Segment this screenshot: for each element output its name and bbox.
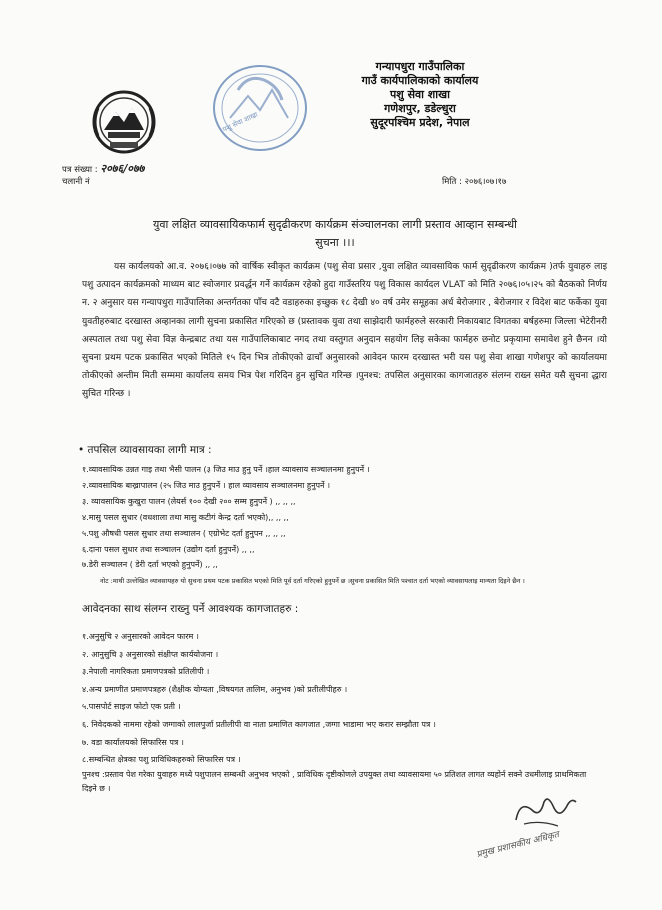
list-item: ६.दाना पसल सुधार तथा सञ्चालन (उद्योग दर्ता हुनुपर्ने) ,, ,, (82, 544, 255, 554)
date-label: मिति : २०७६।०७।१७ (442, 177, 507, 187)
svg-text:पशु सेवा शाखा: पशु सेवा शाखा (221, 110, 260, 134)
list-item: ४.मासु पसल सुधार (वधशाला तथा मासु कटीगं केन्द्र दर्ता भएको),, ,, ,, (82, 512, 289, 522)
dispatch-number-label: चलानी नं (62, 177, 90, 187)
list-item: ३.नेपाली नागरिकता प्रमाणपत्रको प्रतिलीपी । (82, 667, 210, 677)
documents-heading: आवेदनका साथ संलग्न राख्नु पर्ने आवश्यक कागजातहरु : (82, 603, 299, 615)
list-item: ८.सम्बन्धित क्षेत्रका पशु प्राविधिकहरुको सिफारिस पत्र । (82, 755, 241, 765)
business-list (82, 462, 622, 573)
list-item: ५.पासपोर्ट साइज फोटो एक प्रती । (82, 702, 181, 712)
notice-body-paragraph: यस कार्यलयको आ.व. २०७६।०७७ को वार्षिक स्वीकृत कार्यक्रम (पशु सेवा प्रसार ,युवा लक्षित व्यावसायिक फार्म सुदृढीकरण कार्यक्रम )तर्फ युवाहरु लाइ पशु उत्पादन कार्यक्रमको माध्यम बाट स्वोजगार प्रवर्द्धन गर्ने कार्यक्रम रहेको हुदा गाउँस्तरिय पशु विकास कार्यदल VLAT को मिति २०७६।०५।२५ को बैठकको निर्णय न. २ अनुसार यस गन्यापधुरा गाउँपालिका अन्तर्गतका पाँच वटै वडाहरुका इच्छुक १८ देखी ४० वर्ष उमेर समूहका अर्ध बेरोजगार , बेरोजगार र विदेश बाट फर्केका युवा युवतीहरुबाट दरखास्त अव्हानका लागी सुचना प्रकासित गरिएको छ (प्रस्तावक युवा तथा साझेदारी फार्महरुले सरकारी निकायबाट विगतका बर्षहरुमा जिल्ला भेटेरीनरी अस्पताल तथा पशु सेवा विज्ञ केन्द्रबाट तथा यस गाउँपालिकाबाट नगद तथा वस्तुगत अनुदान सहयोग लिइ सकेका फार्महरु छनोट प्रकृयामा समावेश हुने छैनन ।यो सुचना प्रथम पटक प्रकासित भएको मितिले १५ दिन भित्र तोकीएको ढाचाँ अनुसारको आवेदन फारम दरखास्त भरी यस पशु सेवा शाखा गणेशपुर को कार्यालयमा तोकीएको अन्तीम मिती सम्ममा कार्यालय समय भित्र पेश गरिदिन हुन सुचित गरिन्छ ।पुनश्च: तपसिल अनुसारका कागजातहरु संलग्न राख्न समेत यसै सुचना द्धारा सुचित गरिन्छ । (82, 262, 607, 400)
letterhead (290, 60, 550, 130)
province-name: सुदूरपश्चिम प्रदेश, नेपाल (370, 116, 470, 129)
nepal-emblem-icon (88, 88, 160, 156)
list-item: १.व्यावसायिक उन्नत गाइ तथा भैसी पालन (३ जिउ माउ हुनु पर्ने ।हाल व्यावसाय सञ्चालनमा हुनुपर्ने । (82, 465, 370, 474)
letter-number-value: २०७६/०७७ (100, 162, 145, 175)
signatory-title: प्रमुख प्रशासकीय अधिकृत (475, 830, 561, 861)
list-item: ७.डेरी सञ्चालन ( डेरी दर्ता भएको हुनुपर्ने) ,, ,, (82, 560, 218, 570)
branch-name: पशु सेवा शाखा (390, 88, 450, 101)
list-item: ७. वडा कार्यालयको सिफारिस पत्र । (82, 737, 184, 747)
office-name: गाउँ कार्यपालिकाको कार्यालय (361, 74, 479, 87)
list-item: २.व्यावसायिक बाख्रापालन (२५ जिउ माउ हुनुपर्ने । हाल व्यावसाय सञ्चालनमा हुनुपर्ने । (82, 480, 331, 490)
list-item: ६. निवेदकको नाममा रहेको जग्गाको लालपुर्जा प्रतीलीपी वा नाता प्रमाणित कागजात ,जग्गा भाडामा भए करार सम्झौता पत्र । (82, 719, 436, 729)
list-item: १.अनुसुचि २ अनुसारको आवेदन फारम । (82, 632, 199, 641)
notice-title (40, 216, 630, 252)
letter-number-row (62, 161, 144, 176)
list-item: ३. व्यावसायिक कुखुरा पालन (लेयर्स १०० देखी २०० सम्म हुनुपर्ने ) ,, ,, ,, (82, 496, 296, 506)
documents-list (82, 628, 622, 769)
letter-number-label: पत्र संख्या : (62, 165, 98, 175)
list-item: ५.पशु औषधी पसल सुधार तथा सञ्चालन ( एग्रोभेट दर्ता हुनुपन ,, ,, ,, (82, 528, 286, 538)
business-note: नोट :माथी उल्लेखित व्यावसायहरु यो सुचना प्रथम पटक प्रकासित भएको मिति पूर्व दर्ता गरिएको हुनुपर्ने छ ।सुचना प्रकासित मिति पश्चात दर्ता भएको व्यावसायलाइ मान्यता दिइने छैन । (100, 577, 525, 585)
office-address: गणेशपुर, डडेल्धुरा (384, 102, 456, 115)
footer-punashcha: पुनश्च :प्रस्ताव पेश गरेका युवाहरु मध्ये पशुपालन सम्बन्धी अनुभव भएको , प्राविधिक दृष्टीकोणले उपयुक्त तथा व्यावसायमा ५० प्रतिशत लागत व्यहोर्न सक्ने उधमीलाइ प्राथमिकता दिइने छ । (82, 770, 587, 793)
notice-title-line2: सुचना ।।। (315, 236, 355, 249)
municipality-name: गन्यापधुरा गाउँपालिका (375, 60, 465, 73)
list-item: ४.अन्य प्रमाणीत प्रमाणपत्रहरु (शैक्षीक योग्यता ,विषयगत तालिम, अनुभव )को प्रतीलीपीहरु । (82, 684, 348, 694)
notice-title-line1: युवा लक्षित व्यावसायिकफार्म सुदृढीकरण कार्यक्रम संञ्चालनका लागी प्रस्ताव आव्हान सम्बन्धी (153, 218, 517, 231)
business-list-heading: • तपसिल व्यावसायका लागी मात्र : (78, 444, 212, 456)
list-item: २. आनुसुचि ३ अनुसारको संक्षीप्त कार्ययोजना । (82, 649, 219, 659)
